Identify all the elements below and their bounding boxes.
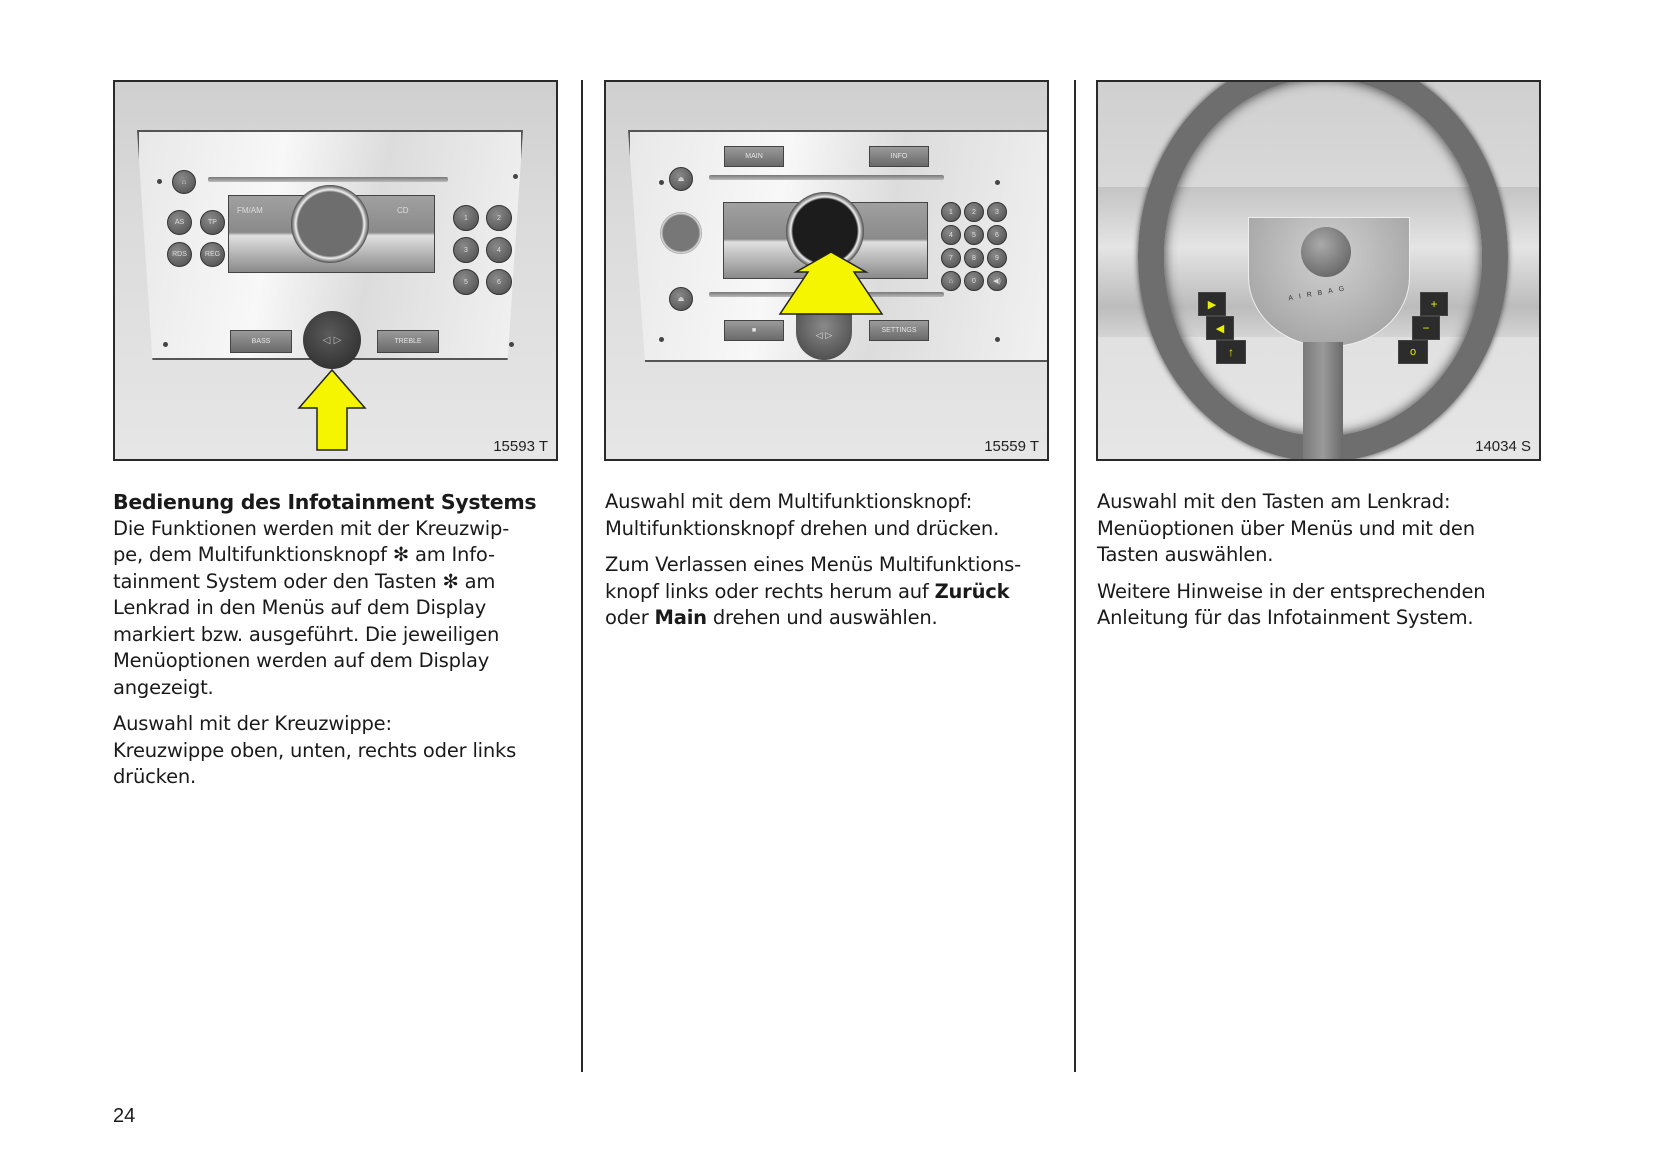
preset-5-button: 5 — [453, 269, 479, 295]
steering-button-previous: ◀ — [1206, 316, 1234, 340]
text-segment: drehen und auswählen. — [706, 606, 938, 629]
text-line: Kreuzwippe oben, unten, rechts oder links — [113, 738, 517, 762]
paragraph-rocker-selection — [113, 711, 563, 791]
text-line: Menüoptionen werden auf dem Display — [113, 649, 490, 672]
airbag-label: AIRBAG — [1287, 284, 1351, 303]
column-divider — [1074, 80, 1076, 1072]
cd-slot-upper — [709, 175, 944, 180]
keypad-8: 8 — [964, 248, 984, 268]
steering-button-mute: o — [1398, 340, 1428, 364]
keypad-6: 6 — [987, 225, 1007, 245]
text-line: Menüoptionen über Menüs und mit den — [1097, 516, 1475, 540]
preset-3-button: 3 — [453, 237, 479, 263]
screw — [157, 179, 162, 184]
text-line: Auswahl mit der Kreuzwippe: — [113, 712, 392, 735]
steering-wheel-spoke — [1303, 342, 1343, 461]
menu-option-zurueck: Zurück — [934, 579, 1010, 603]
keypad-home: ⌂ — [941, 271, 961, 291]
yellow-arrow-up-icon — [776, 250, 886, 316]
text-column-3 — [1097, 489, 1547, 642]
text-line: angezeigt. — [113, 675, 214, 699]
steering-button-next: ▶ — [1198, 292, 1226, 316]
multifunction-knob — [291, 185, 369, 263]
paragraph-intro — [113, 516, 563, 702]
text-line — [605, 579, 1055, 606]
text-line: pe, dem Multifunktionsknopf ✻ am Info- — [113, 543, 495, 566]
keypad-1: 1 — [941, 202, 961, 222]
keypad-mute: ◀) — [987, 271, 1007, 291]
rocker-switch: ◁ ▷ — [303, 311, 361, 369]
preset-6-button: 6 — [486, 269, 512, 295]
reg-button: REG — [200, 242, 225, 267]
text-line: Die Funktionen werden mit der Kreuzwip- — [113, 516, 510, 540]
text-column-2 — [605, 489, 1055, 642]
keypad-3: 3 — [987, 202, 1007, 222]
figure-radio-multifunction-knob — [604, 80, 1049, 461]
text-line: tainment System oder den Tasten ✻ am — [113, 569, 496, 593]
rocker-switch: ◁ ▷ — [796, 312, 852, 360]
figure-code: 15559 T — [984, 438, 1039, 455]
rds-button: RDS — [167, 242, 192, 267]
horn-emblem — [1301, 227, 1351, 277]
steering-button-volume-down: − — [1412, 316, 1440, 340]
screw — [659, 180, 664, 185]
figure-code: 14034 S — [1475, 438, 1531, 455]
keypad-5: 5 — [964, 225, 984, 245]
as-button: AS — [167, 210, 192, 235]
settings-button: SETTINGS — [869, 320, 929, 341]
keypad-7: 7 — [941, 248, 961, 268]
preset-1-button: 1 — [453, 205, 479, 231]
home-button: ⌂ — [172, 170, 196, 194]
text-line: Anleitung für das Infotainment System. — [1097, 606, 1474, 629]
keypad-9: 9 — [987, 248, 1007, 268]
page-number: 24 — [113, 1105, 136, 1127]
screw — [163, 342, 168, 347]
display-left-label: FM/AM — [237, 206, 263, 215]
text-line: Auswahl mit den Tasten am Lenkrad: — [1097, 490, 1451, 513]
text-line: Lenkrad in den Menüs auf dem Display — [113, 596, 487, 619]
text-line: Multifunktionsknopf drehen und drücken. — [605, 516, 1000, 540]
screw — [513, 174, 518, 179]
paragraph-leave-menu — [605, 552, 1055, 632]
section-heading: Bedienung des Infotainment Systems — [113, 490, 537, 514]
figure-radio-rocker-switch — [113, 80, 558, 461]
paragraph-steering-selection — [1097, 489, 1547, 569]
column-divider — [581, 80, 583, 1072]
preset-4-button: 4 — [486, 237, 512, 263]
screw — [995, 180, 1000, 185]
volume-knob — [660, 212, 702, 254]
text-segment: knopf links oder rechts herum auf — [605, 579, 935, 603]
main-button: MAIN — [724, 146, 784, 167]
eject-button-lower: ⏏ — [669, 287, 693, 311]
figure-code: 15593 T — [493, 438, 548, 455]
display-right-label: CD — [397, 206, 409, 215]
eject-button: ⏏ — [669, 167, 693, 191]
screw — [509, 342, 514, 347]
text-line: Tasten auswählen. — [1097, 543, 1274, 566]
paragraph-further-notes — [1097, 579, 1547, 632]
keypad-0: 0 — [964, 271, 984, 291]
treble-button: TREBLE — [377, 330, 439, 353]
screw — [659, 337, 664, 342]
info-button: INFO — [869, 146, 929, 167]
steering-button-back: ↑ — [1216, 340, 1246, 364]
bass-button: BASS — [230, 330, 292, 353]
text-line: drücken. — [113, 765, 197, 788]
stop-button: ■ — [724, 320, 784, 341]
preset-2-button: 2 — [486, 205, 512, 231]
yellow-arrow-up-icon — [295, 368, 369, 452]
cd-slot — [208, 177, 448, 182]
keypad-4: 4 — [941, 225, 961, 245]
figure-steering-wheel — [1096, 80, 1541, 461]
menu-option-main: Main — [654, 606, 707, 629]
screw — [995, 337, 1000, 342]
text-line — [605, 605, 1055, 632]
text-column-1 — [113, 489, 563, 801]
paragraph-knob-selection — [605, 489, 1055, 542]
text-line: Weitere Hinweise in der entsprechenden — [1097, 579, 1486, 603]
text-line: Zum Verlassen eines Menüs Multifunktions- — [605, 553, 1021, 576]
steering-button-volume-up: + — [1420, 292, 1448, 316]
tp-button: TP — [200, 210, 225, 235]
keypad-2: 2 — [964, 202, 984, 222]
text-line: Auswahl mit dem Multifunktionsknopf: — [605, 490, 973, 513]
text-line: markiert bzw. ausgeführt. Die jeweiligen — [113, 622, 500, 646]
text-segment: oder — [605, 606, 655, 629]
